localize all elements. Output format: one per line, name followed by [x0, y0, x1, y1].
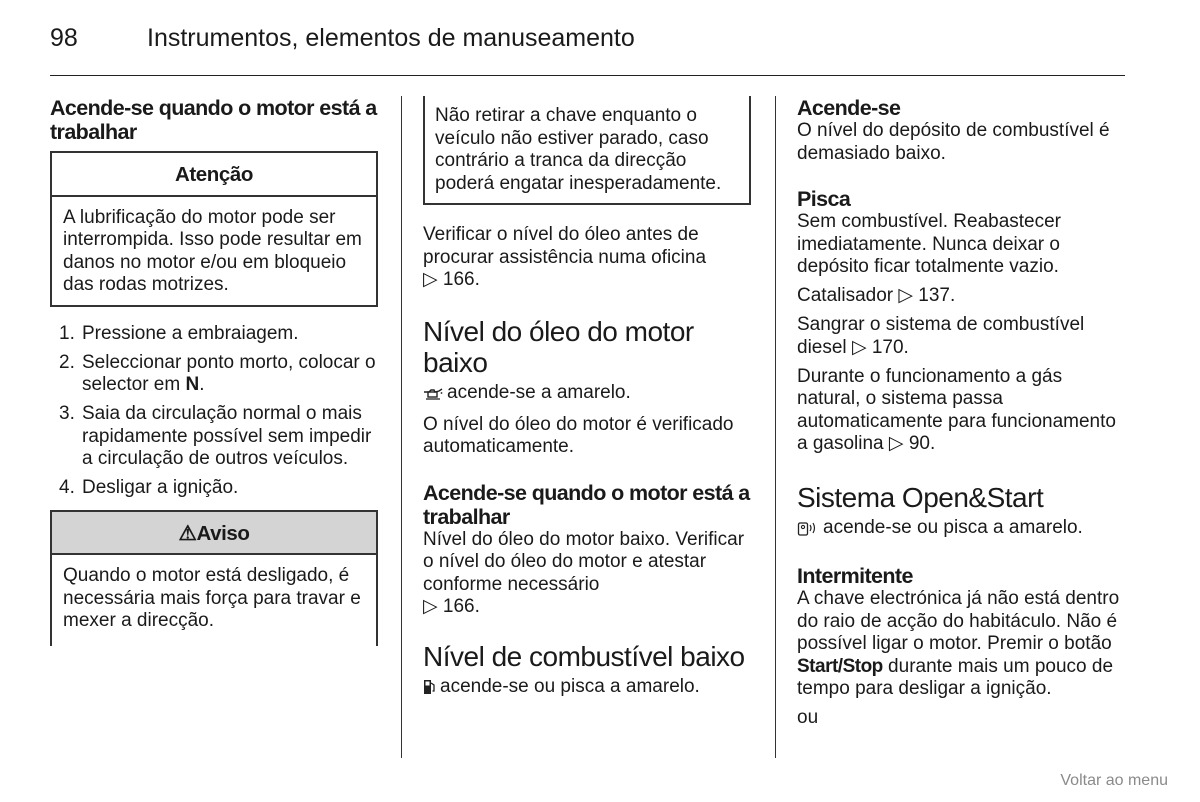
blink-paragraph: Sem combustível. Reabastecer imediatamente. Nunca deixar o depósito ficar totalmente vazio.	[797, 211, 1062, 277]
key-signal-icon	[797, 520, 819, 543]
oil-can-icon	[423, 385, 443, 408]
column-divider-1	[401, 96, 402, 758]
column-1	[50, 96, 378, 646]
list-item: 1. Pressione a embraiagem.	[59, 322, 299, 344]
or-text: ou	[797, 707, 819, 728]
neutral-symbol: N	[185, 374, 200, 395]
warning-box	[50, 510, 378, 646]
attention-text: A lubrificação do motor pode ser interrompida. Isso pode resultar em danos no motor e/ou em bloqueio das rodas motrizes.	[63, 206, 362, 295]
oil-lamp-line: acende-se a amarelo.	[423, 382, 751, 408]
heading-oil-low: Nível do óleo do motor baixo	[423, 315, 694, 378]
fuel-pump-icon	[423, 679, 436, 702]
bleed-paragraph: Sangrar o sistema de combustível diesel ▷ 170.	[797, 314, 1085, 358]
ref-arrow-icon: ▷	[423, 269, 438, 290]
running-paragraph: Nível do óleo do motor baixo. Verificar o nível do óleo do motor e atestar conforme necessário ▷ 166.	[423, 528, 745, 617]
heading-running: Acende-se quando o motor está a trabalhar	[423, 480, 750, 529]
gas-paragraph: Durante o funcionamento a gás natural, o sistema passa automaticamente para funcionamento a gasolina ▷ 90.	[797, 365, 1116, 454]
page-ref[interactable]: 166.	[442, 596, 480, 617]
ref-arrow-icon: ▷	[898, 285, 914, 306]
column-2	[423, 96, 751, 708]
section-heading-running: Acende-se quando o motor está a trabalhar	[50, 96, 377, 144]
attention-box	[50, 151, 378, 307]
warning-text: Quando o motor está desligado, é necessária mais força para travar e mexer a direcção.	[63, 565, 361, 631]
heading-on: Acende-se	[797, 96, 901, 120]
heading-blink: Pisca	[797, 187, 851, 211]
ref-arrow-icon: ▷	[851, 336, 867, 358]
page-ref[interactable]: 170.	[871, 336, 909, 358]
page-ref[interactable]: 137.	[918, 285, 956, 306]
warning-icon: ⚠	[178, 521, 197, 545]
page-ref[interactable]: 90.	[908, 433, 936, 454]
key-warning-box	[423, 96, 751, 205]
header-rule	[50, 75, 1125, 76]
check-oil-paragraph: Verificar o nível do óleo antes de procurar assistência numa oficina ▷ 166.	[423, 224, 707, 290]
steps-list	[50, 323, 378, 500]
heading-intermittent: Intermitente	[797, 564, 913, 588]
start-stop-label: Start/Stop	[797, 655, 883, 677]
ref-arrow-icon: ▷	[888, 433, 904, 454]
column-3	[797, 96, 1125, 736]
list-item: 2. Seleccionar ponto morto, colocar o selector em N.	[59, 351, 376, 395]
page-number: 98	[50, 24, 78, 52]
warning-header	[52, 512, 376, 556]
key-warning-text: Não retirar a chave enquanto o veículo não estiver parado, caso contrário a tranca da direcção poderá engatar inesperadamente.	[435, 105, 722, 194]
page-title: Instrumentos, elementos de manuseamento	[147, 24, 635, 52]
oil-auto-paragraph: O nível do óleo do motor é verificado automaticamente.	[423, 413, 734, 457]
heading-fuel-low: Nível de combustível baixo	[423, 640, 745, 672]
ref-arrow-icon: ▷	[423, 596, 438, 617]
column-divider-2	[775, 96, 776, 758]
back-to-menu-link[interactable]: Voltar ao menu	[1060, 772, 1168, 789]
intermittent-paragraph: A chave electrónica já não está dentro do raio de acção do habitáculo. Não é possível ligar o motor. Premir o botão Start/Stop durante mais um pouco de tempo para desligar a ignição.	[797, 588, 1120, 699]
list-item: 4. Desligar a ignição.	[59, 477, 239, 498]
list-item: 3. Saia da circulação normal o mais rapidamente possível sem impedir a circulação de outros veículos.	[59, 403, 372, 469]
page-ref[interactable]: 166.	[442, 269, 480, 290]
warning-title: Aviso	[196, 521, 250, 545]
key-lamp-line: acende-se ou pisca a amarelo.	[797, 517, 1125, 543]
attention-title: Atenção	[52, 153, 376, 197]
catalyst-line: Catalisador ▷ 137.	[797, 285, 956, 306]
fuel-lamp-line: acende-se ou pisca a amarelo.	[423, 676, 751, 702]
heading-open-start: Sistema Open&Start	[797, 481, 1044, 513]
on-paragraph: O nível do depósito de combustível é demasiado baixo.	[797, 120, 1110, 164]
